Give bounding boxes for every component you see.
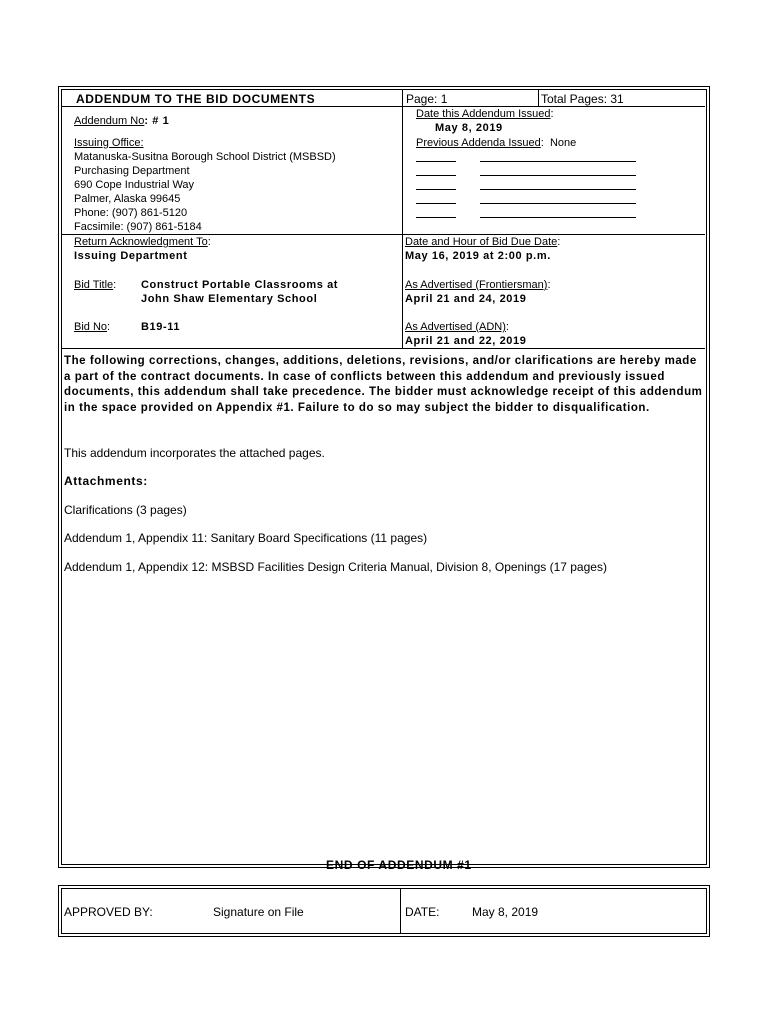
column-divider — [402, 89, 403, 348]
bid-no-label: Bid No: — [74, 321, 111, 333]
previous-addenda-blank — [416, 175, 456, 176]
issuing-office-line: Matanuska-Susitna Borough School District (MSBSD) — [74, 151, 336, 163]
approval-frame-inner — [61, 888, 707, 934]
details-rule — [61, 348, 705, 349]
previous-addenda-blank — [416, 189, 456, 190]
document-title: ADDENDUM TO THE BID DOCUMENTS — [76, 92, 316, 106]
bid-title-line: John Shaw Elementary School — [141, 293, 318, 305]
addendum-no-label: Addendum No — [74, 115, 145, 127]
notice-paragraph: The following corrections, changes, additions, deletions, revisions, and/or clarifications are hereby made a part of the contract documents. In case of conflicts between this addendum and previously issued documents, this addendum shall take precedence. The bidder must acknowledge receipt of this addendum in the space provided on Appendix #1. Failure to do so may subject the bidder to disqualification. — [64, 355, 703, 414]
attachments-heading: Attachments: — [64, 474, 148, 488]
approved-by-value: Signature on File — [213, 905, 304, 919]
attachment-item: Addendum 1, Appendix 12: MSBSD Facilities Design Criteria Manual, Division 8, Openings (17 pages) — [64, 560, 607, 574]
total-pages: Total Pages: 31 — [541, 92, 624, 106]
attachment-item: Clarifications (3 pages) — [64, 503, 187, 517]
frontiersman-value: April 21 and 24, 2019 — [405, 293, 527, 305]
issuing-office-line: Facsimile: (907) 861-5184 — [74, 221, 202, 233]
previous-addenda-blank — [480, 217, 636, 218]
previous-addenda-blank — [480, 161, 636, 162]
addendum-no-value: : # 1 — [144, 115, 170, 127]
approved-by-label: APPROVED BY: — [64, 905, 153, 919]
adn-label: As Advertised (ADN): — [405, 321, 509, 333]
header-rule — [61, 106, 705, 107]
previous-addenda-blank — [416, 217, 456, 218]
issuing-office-line: Phone: (907) 861-5120 — [74, 207, 188, 219]
due-date-label: Date and Hour of Bid Due Date: — [405, 236, 561, 248]
date-issued-label: Date this Addendum Issued: — [416, 108, 554, 120]
issuing-office-line: Palmer, Alaska 99645 — [74, 193, 181, 205]
issuing-office-label: Issuing Office: — [74, 137, 144, 149]
page-number: Page: 1 — [406, 92, 448, 106]
ack-rule — [61, 234, 705, 235]
attachment-item: Addendum 1, Appendix 11: Sanitary Board Specifications (11 pages) — [64, 531, 428, 545]
end-of-addendum: END OF ADDENDUM #1 — [326, 858, 472, 872]
page-divider — [538, 89, 539, 106]
previous-addenda: Previous Addenda Issued: None — [416, 137, 577, 149]
due-date-value: May 16, 2019 at 2:00 p.m. — [405, 250, 551, 262]
return-ack-value: Issuing Department — [74, 250, 188, 262]
approval-divider — [400, 888, 401, 933]
date-issued-value: May 8, 2019 — [435, 122, 503, 134]
addendum-no — [74, 115, 169, 127]
bid-title-line: Construct Portable Classrooms at — [141, 279, 339, 291]
previous-addenda-blank — [480, 189, 636, 190]
issuing-office-line: Purchasing Department — [74, 165, 190, 177]
approval-date-value: May 8, 2019 — [472, 905, 539, 919]
incorporates-text: This addendum incorporates the attached pages. — [64, 446, 325, 460]
approval-date-label: DATE: — [405, 905, 440, 919]
adn-value: April 21 and 22, 2019 — [405, 335, 527, 347]
previous-addenda-blank — [480, 175, 636, 176]
previous-addenda-blank — [416, 203, 456, 204]
frontiersman-label: As Advertised (Frontiersman): — [405, 279, 551, 291]
previous-addenda-blank — [480, 203, 636, 204]
return-ack-label: Return Acknowledgment To: — [74, 236, 211, 248]
form-frame-inner — [61, 89, 707, 865]
bid-no-value: B19-11 — [141, 321, 181, 333]
previous-addenda-blank — [416, 161, 456, 162]
issuing-office-line: 690 Cope Industrial Way — [74, 179, 195, 191]
bid-title-label: Bid Title: — [74, 279, 117, 291]
